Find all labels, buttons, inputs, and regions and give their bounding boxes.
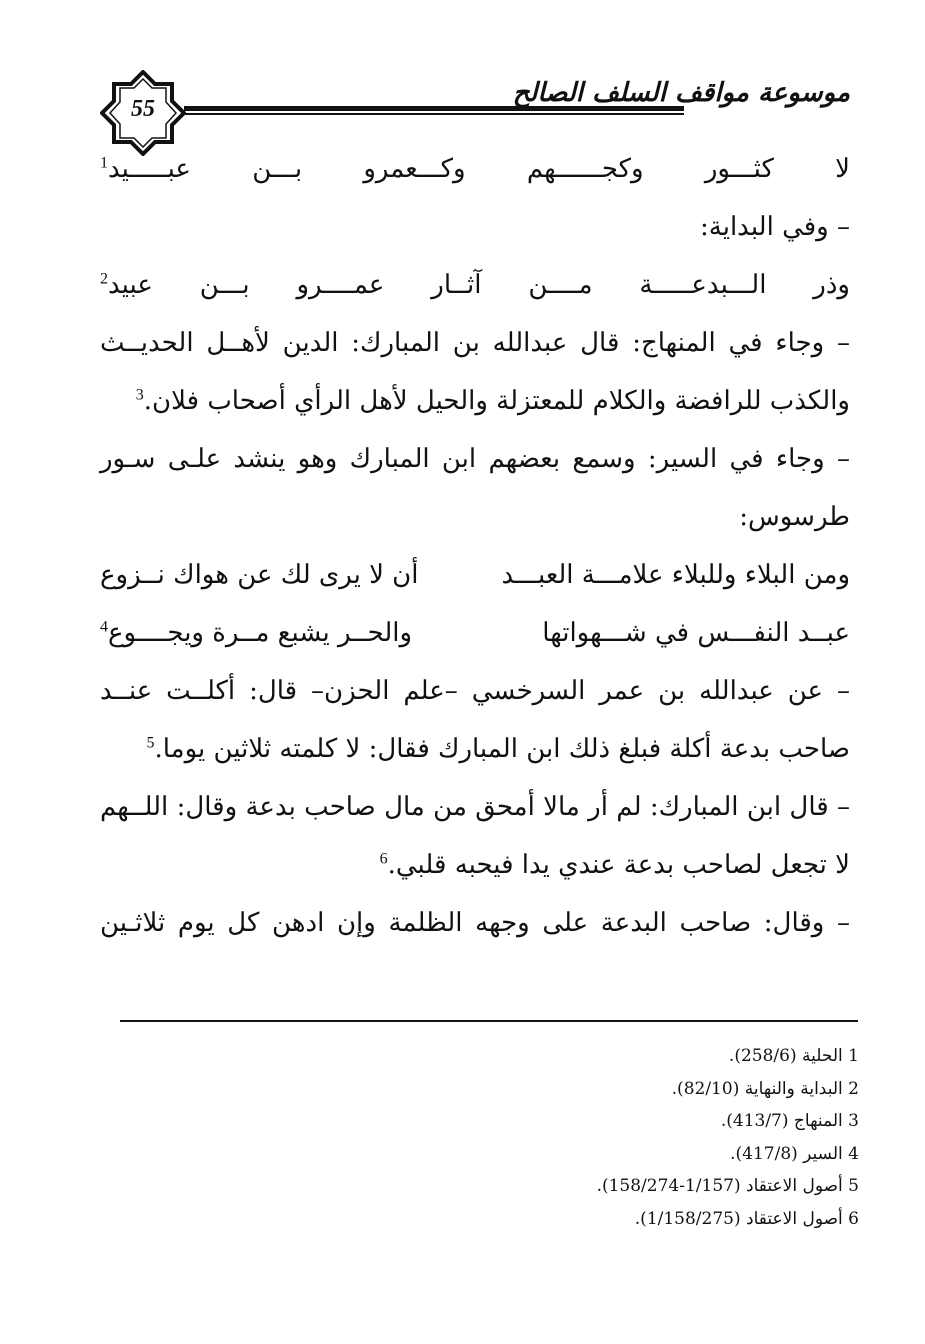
footnote: 3 المنهاج (413/7). (720, 1111, 859, 1131)
line-text: – عن عبدالله بن عمر السرخسي –علم الحزن– قال: أكلــت عنــد (100, 676, 850, 706)
line-text: – وقال: صاحب البدعة على وجهه الظلمة وإن ادهن كل يوم ثلاثـين (100, 908, 850, 938)
footnote-ref: 5 (146, 734, 155, 752)
text-line (100, 314, 850, 372)
footnote-ref: 1 (100, 154, 108, 172)
text-line (100, 140, 850, 198)
line-text: – وجاء في المنهاج: قال عبدالله بن المبارك: الدين لأهــل الحديــث (100, 328, 850, 358)
main-text (100, 140, 850, 952)
line-text: – وفي البداية: (700, 212, 850, 242)
verse-text: والحــر يشبع مــرة ويجــــوع (108, 618, 413, 648)
text-line (100, 198, 850, 256)
line-text: لا تجعل لصاحب بدعة عندي يدا فيحبه قلبي. (387, 850, 850, 880)
footnote: 6 أصول الاعتقاد (1/158/275). (634, 1208, 859, 1229)
footnote-ref: 6 (379, 850, 388, 868)
footnote-ref: 4 (100, 618, 108, 636)
verse-first-hemistich: عبــد النفـــس في شـــهواتها (542, 618, 850, 648)
text-line (100, 662, 850, 720)
verse-second-hemistich: أن لا يرى لك عن هواك نــزوع (100, 560, 419, 590)
book-title: موسوعة مواقف السلف الصالح (512, 78, 850, 108)
text-line (100, 778, 850, 836)
footnote-ref: 2 (100, 270, 108, 288)
poem-verse (100, 604, 850, 662)
line-text: صاحب بدعة أكلة فبلغ ذلك ابن المبارك فقال: لا كلمته ثلاثين يوما. (154, 734, 850, 764)
footnote: 2 البداية والنهاية (82/10). (671, 1078, 859, 1099)
text-line (100, 836, 850, 894)
text-line (100, 488, 850, 546)
footnote: 1 الحلية (258/6). (728, 1046, 859, 1066)
text-line (100, 372, 850, 430)
text-line (100, 256, 850, 314)
footnote: 5 أصول الاعتقاد (1/157-158/274). (596, 1176, 859, 1196)
line-text: لا كثـــور وكجــــــهم وكـــعمرو بـــن عبـــــيد (108, 154, 850, 184)
line-text: – وجاء في السير: وسمع بعضهم ابن المبارك وهو ينشد علـى سـور (100, 444, 850, 474)
verse-second-hemistich (100, 604, 412, 662)
page-number: 55 (131, 96, 155, 122)
footnotes (159, 1040, 859, 1235)
text-line (100, 720, 850, 778)
footnote-ref: 3 (135, 386, 144, 404)
poem-verse (100, 546, 850, 604)
text-line (100, 894, 850, 952)
footnote: 4 السير (417/8). (730, 1143, 859, 1164)
line-text: – قال ابن المبارك: لم أر مالا أمحق من مال صاحب بدعة وقال: اللــهم (100, 792, 850, 822)
text-line (100, 430, 850, 488)
line-text: وذر الـــبدعـــــة مــــن آثــار عمــــرو بـــن عبيد (108, 270, 850, 300)
verse-first-hemistich: ومن البلاء وللبلاء علامـــة العبـــد (501, 560, 850, 590)
line-text: والكذب للرافضة والكلام للمعتزلة والحيل لأهل الرأي أصحاب فلان. (143, 386, 850, 416)
line-text: طرسوس: (739, 502, 850, 532)
footnote-separator (120, 1020, 858, 1022)
